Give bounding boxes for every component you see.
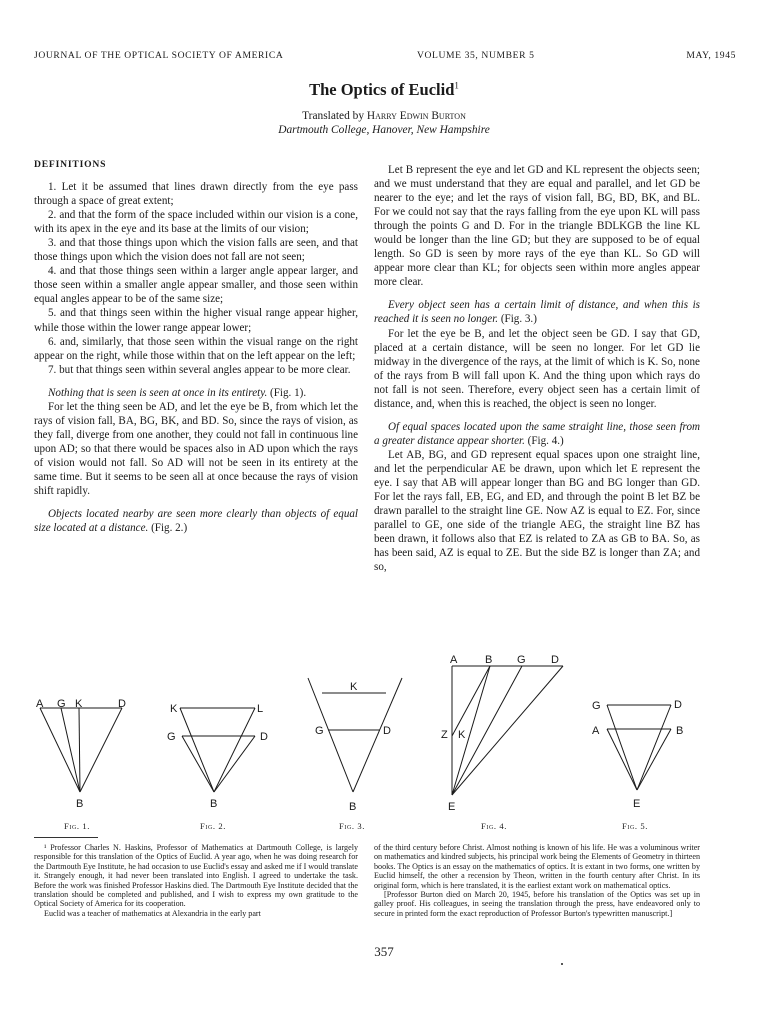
fig1-label-k: K (75, 698, 83, 710)
print-speck (561, 963, 563, 965)
figures-svg (0, 650, 768, 822)
proposition-3-proof: For let the eye be B, and let the object seen be GD. I say that GD, placed at a certain distance, will be seen no longer. For let GD lie midway in the divergence of the rays, at the limit of which is K. So, none of the rays from B will fall upon K. And the thing upon which rays do not fall is not seen. Therefore, every object seen has a certain limit of distance, and, when this is reached, the object is seen no longer. (374, 327, 700, 410)
proposition-3-italic: Every object seen has a certain limit of distance, and when this is reached it is seen no longer. (374, 299, 700, 326)
affiliation: Dartmouth College, Hanover, New Hampshire (278, 124, 490, 136)
proposition-4-figref: (Fig. 4.) (524, 434, 564, 447)
figure-5-caption: Fig. 5. (622, 821, 649, 831)
fig3-label-d: D (383, 725, 391, 737)
figure-2-drawing (180, 708, 255, 792)
translator-name: Harry Edwin Burton (366, 110, 466, 122)
fig2-label-b: B (210, 798, 218, 810)
fig4-label-g: G (517, 654, 526, 666)
fig1-label-d: D (118, 698, 126, 710)
definition-1: 1. Let it be assumed that lines drawn directly from the eye pass through a space of great extent; (34, 181, 358, 208)
fig1-label-a: A (36, 698, 44, 710)
footnote-1-text: ¹ Professor Charles N. Haskins, Professor of Mathematics at Dartmouth College, is largely responsible for this translation of the Optics of Euclid. A year ago, when he was doing research for the Dartmouth Eye Institute, he had occasion to use Euclid's essay and asked me if I would translate it. Strangely enough, it had never been translated into English. I agreed to undertake the task. Before the work was finished Professor Haskins died. The Dartmouth Eye Institute decided that the translation should be completed and published, and I wish to express my own gratitude to the Optical Society of America for its cooperation. (34, 843, 358, 909)
proposition-4-italic: Of equal spaces located upon the same straight line, those seen from a greater distance appear shorter. (374, 420, 700, 447)
fig4-label-k: K (458, 729, 466, 741)
figure-1-drawing (40, 708, 122, 792)
figure-2-caption: Fig. 2. (200, 821, 227, 831)
definition-2: 2. and that the form of the space included within our vision is a cone, with its apex in the eye and its base at the limits of our vision; (34, 209, 358, 236)
fig3-label-b: B (349, 801, 357, 813)
title-footnote-mark: 1 (454, 80, 459, 91)
footnote-rule (34, 837, 98, 838)
article-title (0, 80, 768, 100)
proposition-3-statement (374, 298, 700, 326)
definition-4: 4. and that those things seen within a larger angle appear larger, and those seen within a smaller angle appear smaller, and those seen within equal angles appear to be of the same size; (34, 265, 358, 306)
fig2-label-l: L (257, 703, 264, 715)
fig2-label-k: K (170, 703, 178, 715)
right-column (374, 163, 700, 574)
fig5-label-a: A (592, 725, 600, 737)
footnote-right-column (374, 843, 700, 918)
footnote-1-continued: Euclid was a teacher of mathematics at Alexandria in the early part (44, 908, 261, 918)
left-column (34, 158, 358, 535)
fig4-label-a: A (450, 654, 458, 666)
fig4-label-z: Z (441, 729, 448, 741)
footnote-1-continued-right: of the third century before Christ. Almost nothing is known of his life. He was a voluminous writer on mathematics and kindred subjects, his principal work being the Elements of Geometry in thirteen books. The Optics is an essay on the mathematics of optics. It is extant in two forms, one written by Euclid himself, the other a recension by Theon, written in the fourth century after Christ. In its original form, which is here translated, it is the earliest extant work on mathematical optics. (374, 843, 700, 890)
footnote-left-column (34, 843, 358, 918)
proposition-1-figref: (Fig. 1). (267, 386, 307, 399)
figures-strip (0, 650, 768, 835)
proposition-1-italic: Nothing that is seen is seen at once in its entirety. (48, 386, 268, 399)
title-text: The Optics of Euclid (309, 80, 455, 99)
page-number: 357 (374, 944, 394, 959)
fig2-label-d: D (260, 731, 268, 743)
definition-3: 3. and that those things upon which the vision falls are seen, and that those things upon which the vision does not fall are not seen; (34, 237, 358, 264)
fig5-label-e: E (633, 798, 641, 810)
proposition-1-statement (34, 386, 358, 400)
proposition-4-proof: Let AB, BG, and GD represent equal spaces upon one straight line, and let the perpendicular AE be drawn, upon which let E represent the eye. I say that AB will appear longer than BG and BG longer than GD. For let the rays fall, EB, EG, and ED, and through the point B let BZ be drawn parallel to the straight line GE. Now AZ is equal to EZ. For, since parallel to GE, one side of the triangle AEG, the straight line BZ has been drawn, it follows also that EZ is related to ZA as GB to BA. So, as has been said, AZ is equal to ZE. But the side BZ is longer than ZA; and so, (374, 448, 700, 574)
running-header (34, 50, 736, 64)
fig5-label-d: D (674, 699, 682, 711)
fig5-label-b: B (676, 725, 684, 737)
fig4-label-d: D (551, 654, 559, 666)
proposition-1-proof: For let the thing seen be AD, and let the eye be B, from which let the rays of vision fall, BA, BG, BK, and BD. So, since the rays of vision, as they fall, diverge from one another, they could not fall in continuous line upon AD; so that there would be spaces also in AD upon which the rays of vision would not fall. So AD will not be seen in its entirety at the same time. But it seems to be seen all at once because the rays of vision shift rapidly. (34, 400, 358, 498)
proposition-2-figref: (Fig. 2.) (148, 522, 188, 535)
definition-7: 7. but that things seen within several angles appear to be more clear. (48, 363, 351, 376)
footnote-editorial-note: [Professor Burton died on March 20, 1945, before his translation of the Optics was set up in galley proof. His colleagues, in seeing the translation through the press, have endeavored only to secure in printed form the exact reproduction of Professor Burton's typewritten manuscript.] (374, 890, 700, 918)
journal-name: JOURNAL OF THE OPTICAL SOCIETY OF AMERICA (34, 50, 284, 61)
fig3-label-g: G (315, 725, 324, 737)
fig5-label-g: G (592, 700, 601, 712)
figure-5-drawing (607, 705, 671, 790)
definition-5: 5. and that things seen within the higher visual range appear higher, while those within the lower range appear lower; (34, 307, 358, 334)
proposition-2-statement (34, 507, 358, 535)
fig1-label-b: B (76, 798, 84, 810)
fig3-label-k: K (350, 681, 358, 693)
translator-line (0, 110, 768, 122)
proposition-3-figref: (Fig. 3.) (498, 313, 537, 326)
fig2-label-g: G (167, 731, 176, 743)
proposition-2-italic: Objects located nearby are seen more clearly than objects of equal size located at a distance. (34, 508, 358, 535)
figure-4-drawing (452, 666, 563, 795)
figure-3-caption: Fig. 3. (339, 821, 366, 831)
fig1-label-g: G (57, 698, 66, 710)
figure-1-caption: Fig. 1. (64, 821, 91, 831)
definitions-heading: DEFINITIONS (34, 159, 107, 170)
proposition-4-statement (374, 420, 700, 448)
fig4-label-b: B (485, 654, 493, 666)
figure-4-caption: Fig. 4. (481, 821, 508, 831)
proposition-2-proof: Let B represent the eye and let GD and KL represent the objects seen; and we must understand that they are equal and parallel, and let GD be nearer to the eye; and let the rays of vision fall, BG, BD, BK, and BL. For we could not say that the rays falling from the eye upon KL will pass through the points G and D. For in the triangle BDLKGB the line KL would be longer than the line GD; but they are supposed to be of equal length. So GD is seen by more rays of the eye than KL. So GD will appear more clear than KL; for objects seen within more angles appear more clear. (374, 164, 700, 289)
volume-number: VOLUME 35, NUMBER 5 (417, 50, 535, 61)
definition-6: 6. and, similarly, that those seen within the visual range on the right appear on the right, while those within that on the left appear on the left; (34, 335, 358, 362)
fig4-label-e: E (448, 801, 456, 813)
translator-prefix: Translated by (302, 110, 367, 122)
issue-date: MAY, 1945 (686, 50, 736, 61)
